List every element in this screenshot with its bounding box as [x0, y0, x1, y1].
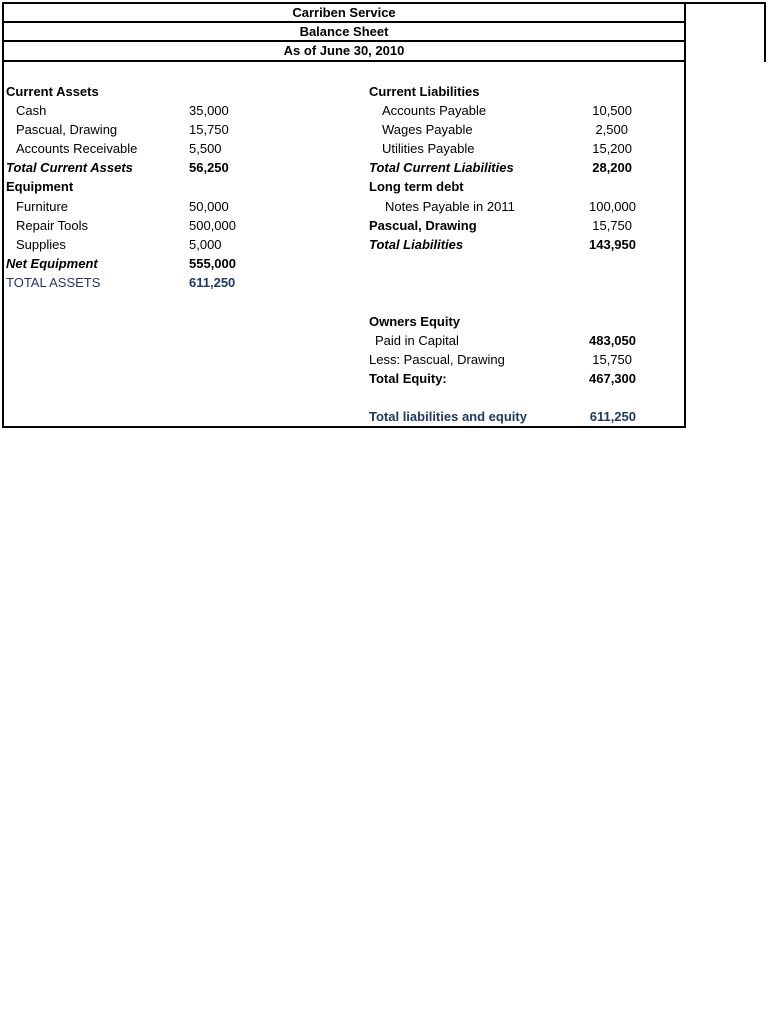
- long-term-debt-heading: Long term debt: [369, 179, 464, 194]
- adjacent-cell-border-right: [764, 2, 766, 62]
- wages-payable-label: Wages Payable: [382, 122, 473, 137]
- supplies-value: 5,000: [189, 237, 222, 252]
- drawing-asset-label: Pascual, Drawing: [16, 122, 118, 137]
- current-assets-heading: Current Assets: [6, 84, 99, 99]
- accounts-receivable-label: Accounts Receivable: [16, 141, 138, 156]
- owners-equity-heading: Owners Equity: [369, 314, 461, 329]
- total-assets-label: TOTAL ASSETS: [6, 275, 101, 290]
- net-equipment-value: 555,000: [189, 256, 236, 271]
- total-liabilities-equity-label: Total liabilities and equity: [369, 409, 527, 424]
- report-date: As of June 30, 2010: [4, 40, 684, 62]
- accounts-payable-value: 10,500: [592, 103, 632, 118]
- less-drawing-value: 15,750: [592, 352, 632, 367]
- total-liabilities-label: Total Liabilities: [369, 237, 464, 252]
- balance-sheet: [2, 2, 686, 428]
- drawing-liability-label: Pascual, Drawing: [369, 218, 477, 233]
- total-current-liabilities-label: Total Current Liabilities: [369, 160, 514, 175]
- furniture-label: Furniture: [16, 199, 69, 214]
- total-equity-value: 467,300: [589, 371, 636, 386]
- total-current-assets-value: 56,250: [189, 160, 229, 175]
- accounts-receivable-value: 5,500: [189, 141, 222, 156]
- report-title: Balance Sheet: [4, 21, 684, 40]
- supplies-label: Supplies: [16, 237, 66, 252]
- net-equipment-label: Net Equipment: [6, 256, 98, 271]
- equipment-heading: Equipment: [6, 179, 74, 194]
- paid-in-capital-value: 483,050: [589, 333, 636, 348]
- notes-payable-value: 100,000: [589, 199, 636, 214]
- adjacent-cell-border-top: [686, 2, 766, 4]
- total-assets-value: 611,250: [189, 275, 236, 290]
- less-drawing-label: Less: Pascual, Drawing: [369, 352, 505, 367]
- total-current-assets-label: Total Current Assets: [6, 160, 133, 175]
- wages-payable-value: 2,500: [595, 122, 628, 137]
- repair-tools-value: 500,000: [189, 218, 236, 233]
- total-liabilities-equity-value: 611,250: [589, 409, 636, 424]
- total-liabilities-value: 143,950: [589, 237, 636, 252]
- total-equity-label: Total Equity:: [369, 371, 447, 386]
- accounts-payable-label: Accounts Payable: [382, 103, 487, 118]
- cash-label: Cash: [16, 103, 47, 118]
- drawing-liability-value: 15,750: [592, 218, 632, 233]
- cash-value: 35,000: [189, 103, 229, 118]
- company-name: Carriben Service: [4, 2, 684, 21]
- drawing-asset-value: 15,750: [189, 122, 229, 137]
- paid-in-capital-label: Paid in Capital: [375, 333, 459, 348]
- total-current-liabilities-value: 28,200: [592, 160, 632, 175]
- utilities-payable-label: Utilities Payable: [382, 141, 475, 156]
- furniture-value: 50,000: [189, 199, 229, 214]
- current-liabilities-heading: Current Liabilities: [369, 84, 480, 99]
- notes-payable-label: Notes Payable in 2011: [385, 199, 515, 214]
- utilities-payable-value: 15,200: [592, 141, 632, 156]
- repair-tools-label: Repair Tools: [16, 218, 89, 233]
